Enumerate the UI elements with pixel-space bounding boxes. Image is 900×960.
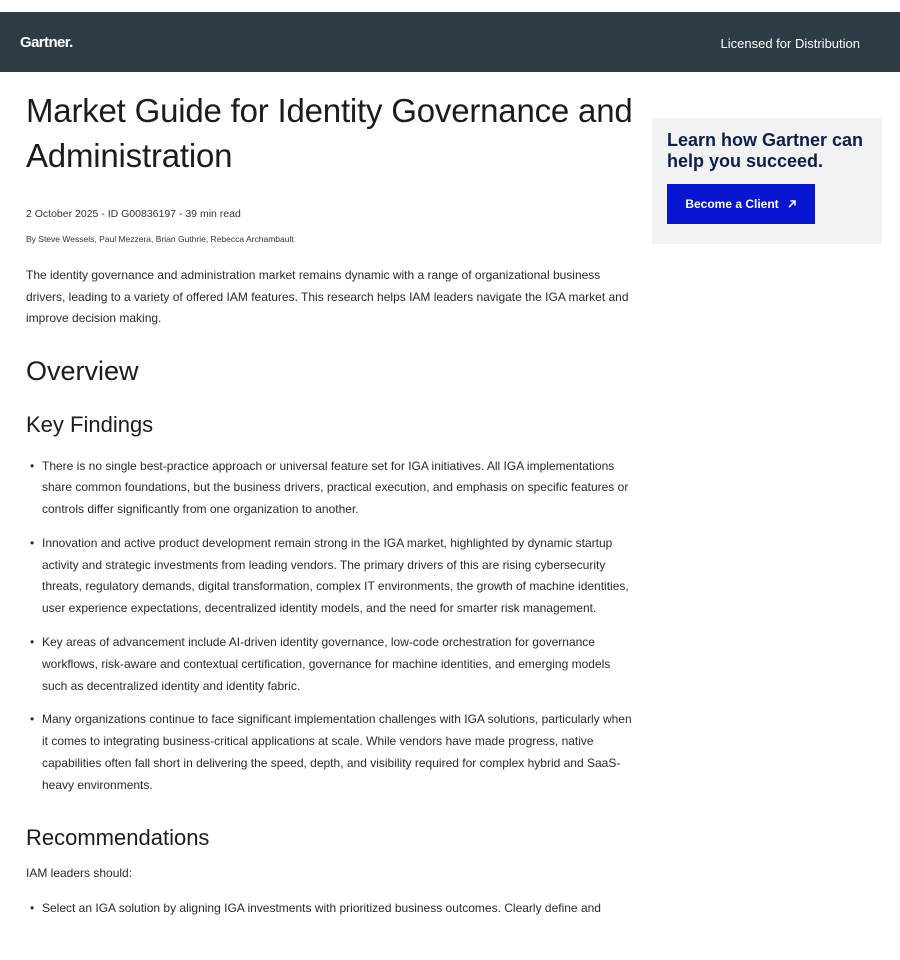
article-authors: By Steve Wessels, Paul Mezzera, Brian Guthrie, Rebecca Archambault [26,234,294,244]
license-label: Licensed for Distribution [720,36,860,51]
article-meta: 2 October 2025 - ID G00836197 - 39 min read [26,208,241,220]
become-client-label: Become a Client [685,197,779,211]
page-title: Market Guide for Identity Governance and Administration [26,92,633,174]
gartner-logo[interactable]: Gartner. [20,34,73,51]
list-item: • Many organizations continue to face significant implementation challenges with IGA solutions, particularly when it comes to integrating business-critical applications at scale. While vendors have made progress, native capabilities often fall short in delivering the speed, depth, and visibility required for complex hybrid and SaaS-heavy environments. [26,709,636,796]
become-client-button[interactable] [667,184,815,224]
recommendations-intro: IAM leaders should: [26,865,133,880]
site-header [0,12,900,72]
recommendations-heading: Recommendations [26,824,210,850]
client-promo-box [652,118,882,244]
list-item: • Key areas of advancement include AI-driven identity governance, low-code orchestration for governance workflows, risk-aware and contextual certification, governance for machine identities, and emerging models such as decentralized identity and identity fabric. [26,632,636,697]
article-main [26,88,636,919]
overview-heading: Overview [26,355,139,386]
list-item: • There is no single best-practice approach or universal feature set for IGA initiatives. All IGA implementations share common foundations, but the business drivers, practical execution, and emphasis on specific features or controls differ significantly from one organization to another. [26,456,636,521]
key-findings-list [26,456,636,797]
article-summary: The identity governance and administration market remains dynamic with a range of organizational business drivers, leading to a variety of offered IAM features. This research helps IAM leaders navigate the IGA market and improve decision making. [26,268,629,325]
list-item: • Innovation and active product development remain strong in the IGA market, highlighted by dynamic startup activity and strategic investments from leading vendors. The primary drivers of this are rising cybersecurity threats, regulatory demands, digital transformation, complex IT environments, the growth of machine identities, user experience expectations, decentralized identity models, and the need for smarter risk management. [26,533,636,620]
key-findings-heading: Key Findings [26,411,154,437]
arrow-up-right-icon [787,199,797,209]
recommendations-list [26,898,636,920]
list-item: • Select an IGA solution by aligning IGA investments with prioritized business outcomes. Clearly define and [26,898,636,920]
top-strip [0,0,900,12]
promo-title: Learn how Gartner can help you succeed. [667,130,864,171]
